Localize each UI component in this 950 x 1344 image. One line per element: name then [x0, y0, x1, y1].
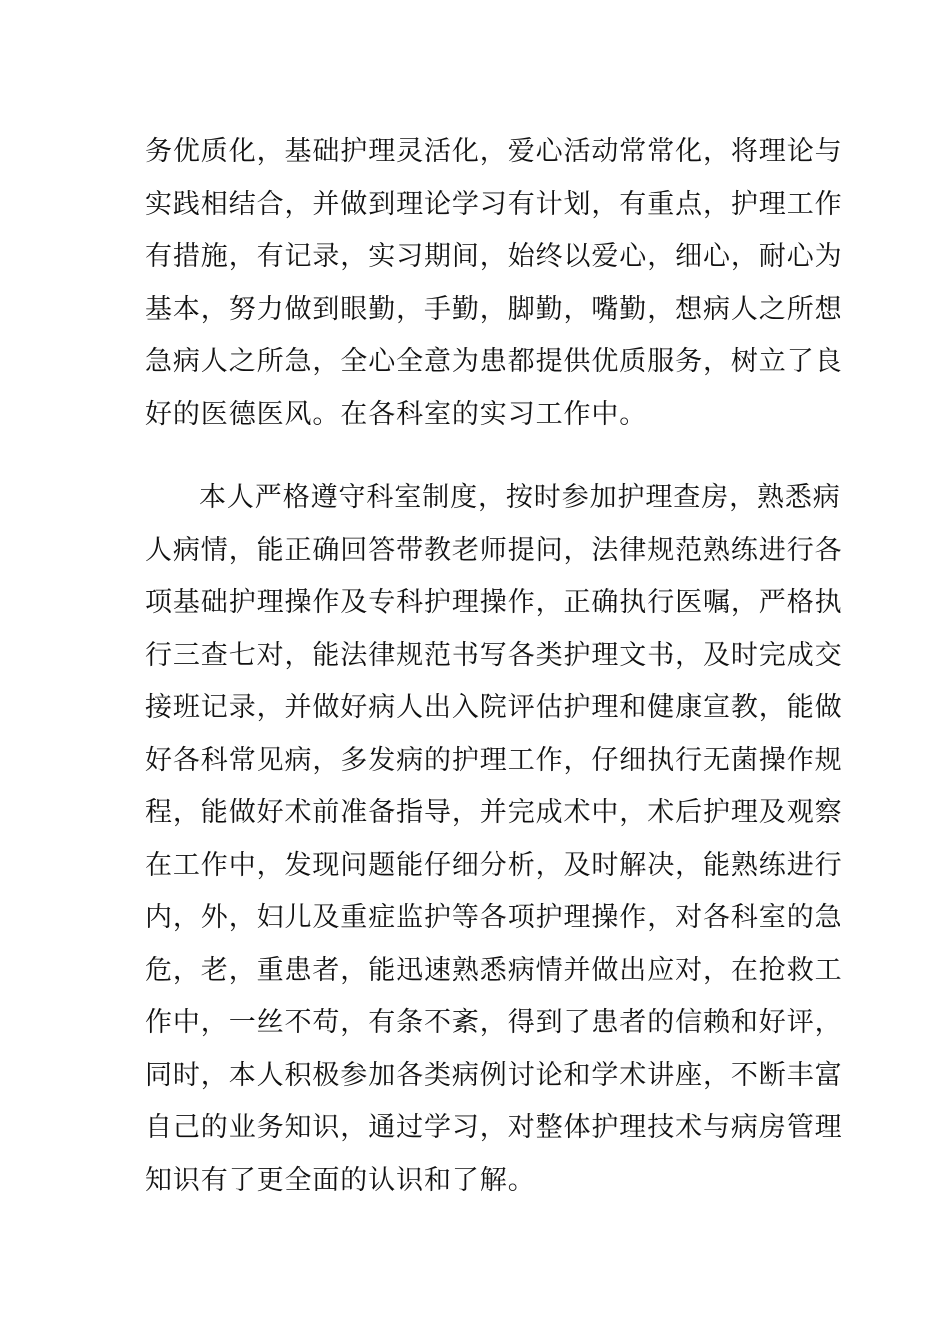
text-line: 好各科常见病，多发病的护理工作，仔细执行无菌操作规 — [145, 744, 843, 776]
text-line: 作中，一丝不苟，有条不紊，得到了患者的信赖和好评， — [145, 1007, 843, 1038]
text-line: 内，外，妇儿及重症监护等各项护理操作，对各科室的急 — [145, 902, 843, 933]
text-line: 基本，努力做到眼勤，手勤，脚勤，嘴勤，想病人之所想 — [145, 293, 843, 325]
paragraph-1 — [145, 126, 843, 441]
paragraph-2 — [145, 472, 843, 1207]
text-line: 本人严格遵守科室制度，按时参加护理查房，熟悉病 — [199, 482, 841, 513]
text-line: 危，老，重患者，能迅速熟悉病情并做出应对，在抢救工 — [145, 954, 843, 986]
text-line: 行三查七对，能法律规范书写各类护理文书，及时完成交 — [145, 639, 843, 671]
text-line: 在工作中，发现问题能仔细分析，及时解决，能熟练进行 — [145, 849, 843, 881]
text-line: 程，能做好术前准备指导，并完成术中，术后护理及观察 — [145, 797, 843, 828]
text-line: 实践相结合，并做到理论学习有计划，有重点，护理工作 — [145, 188, 843, 220]
text-line: 务优质化，基础护理灵活化，爱心活动常常化，将理论与 — [145, 136, 843, 167]
text-line: 项基础护理操作及专科护理操作，正确执行医嘱，严格执 — [145, 587, 843, 618]
text-line: 同时，本人积极参加各类病例讨论和学术讲座，不断丰富 — [145, 1059, 843, 1091]
text-line: 接班记录，并做好病人出入院评估护理和健康宣教，能做 — [145, 692, 843, 723]
text-line: 知识有了更全面的认识和了解。 — [145, 1164, 536, 1196]
text-line: 急病人之所急，全心全意为患都提供优质服务，树立了良 — [145, 346, 843, 377]
text-line: 自己的业务知识，通过学习，对整体护理技术与病房管理 — [145, 1112, 843, 1143]
text-line: 人病情，能正确回答带教老师提问，法律规范熟练进行各 — [145, 534, 843, 566]
text-line: 有措施，有记录，实习期间，始终以爱心，细心，耐心为 — [145, 241, 843, 272]
text-line: 好的医德医风。在各科室的实习工作中。 — [145, 398, 648, 430]
